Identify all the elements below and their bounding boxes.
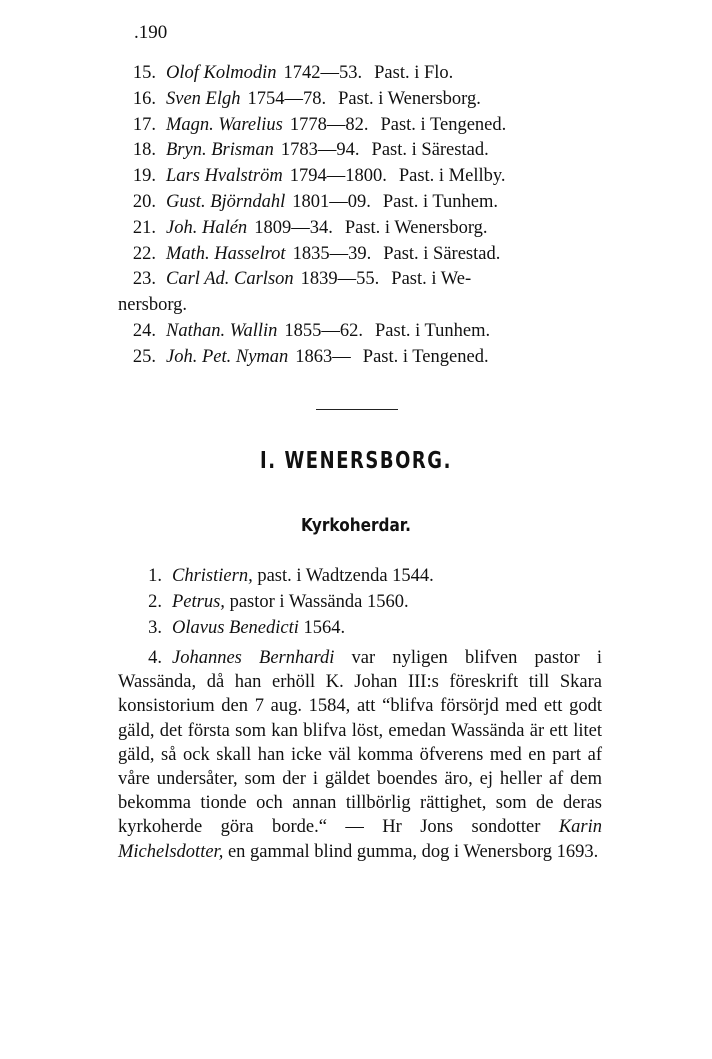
list-item: 19. Lars Hvalström 1794—1800. Past. i Mellby.: [132, 166, 506, 187]
list-item: 2. Petrus, pastor i Wassända 1560.: [148, 591, 409, 612]
list-item: 23. Carl Ad. Carlson 1839—55. Past. i We-: [132, 269, 472, 290]
paragraph-johannes-bernhardi: 4. Johannes Bernhardi var nyligen blifven pastor i Wassända, då han erhöll K. Johan III:s föreskrift till Skara konsistorium den 7 aug. 1584, att “blifva försörjd med ett godt gäld, det första som kan blifva löst, emedan Wassända är ett litet gäld, så ock skall han icke väl komma öfverens med en part af våre undersåter, som der i gäldet boendes äro, ej heller af dem bekomma tionde och annan tillbörlig rättighet, som de deras kyrkoherde göra borde.“ — Hr Jons sondotter Karin Michelsdotter, en gammal blind gumma, dog i Wenersborg 1693.: [118, 648, 602, 862]
page-number: .190: [134, 22, 168, 43]
section-title: I. WENERSBORG.: [260, 448, 452, 474]
subsection-title: Kyrkoherdar.: [301, 515, 411, 536]
list-item: 1. Christiern, past. i Wadtzenda 1544.: [148, 566, 434, 586]
list-item: 18. Bryn. Brisman 1783—94. Past. i Särestad.: [132, 140, 489, 161]
list-item: 17. Magn. Warelius 1778—82. Past. i Tengened.: [132, 114, 507, 135]
list-item: 24. Nathan. Wallin 1855—62. Past. i Tunhem.: [132, 320, 491, 341]
list-item-continuation: nersborg.: [118, 295, 188, 316]
list-item: 20. Gust. Björndahl 1801—09. Past. i Tunhem.: [132, 191, 499, 212]
list-item: 15. Olof Kolmodin 1742—53. Past. i Flo.: [132, 63, 454, 83]
pastor-list: [118, 61, 602, 371]
list-item: 16. Sven Elgh 1754—78. Past. i Wenersborg.: [132, 88, 481, 109]
section-divider: [316, 409, 398, 410]
list-item: 21. Joh. Halén 1809—34. Past. i Wenersborg.: [132, 217, 488, 238]
list-item: 25. Joh. Pet. Nyman 1863— Past. i Tengened.: [132, 346, 489, 367]
kyrkoherdar-list: [118, 564, 602, 641]
list-item: 3. Olavus Benedicti 1564.: [148, 617, 346, 638]
list-item: 22. Math. Hasselrot 1835—39. Past. i Särestad.: [132, 243, 501, 264]
